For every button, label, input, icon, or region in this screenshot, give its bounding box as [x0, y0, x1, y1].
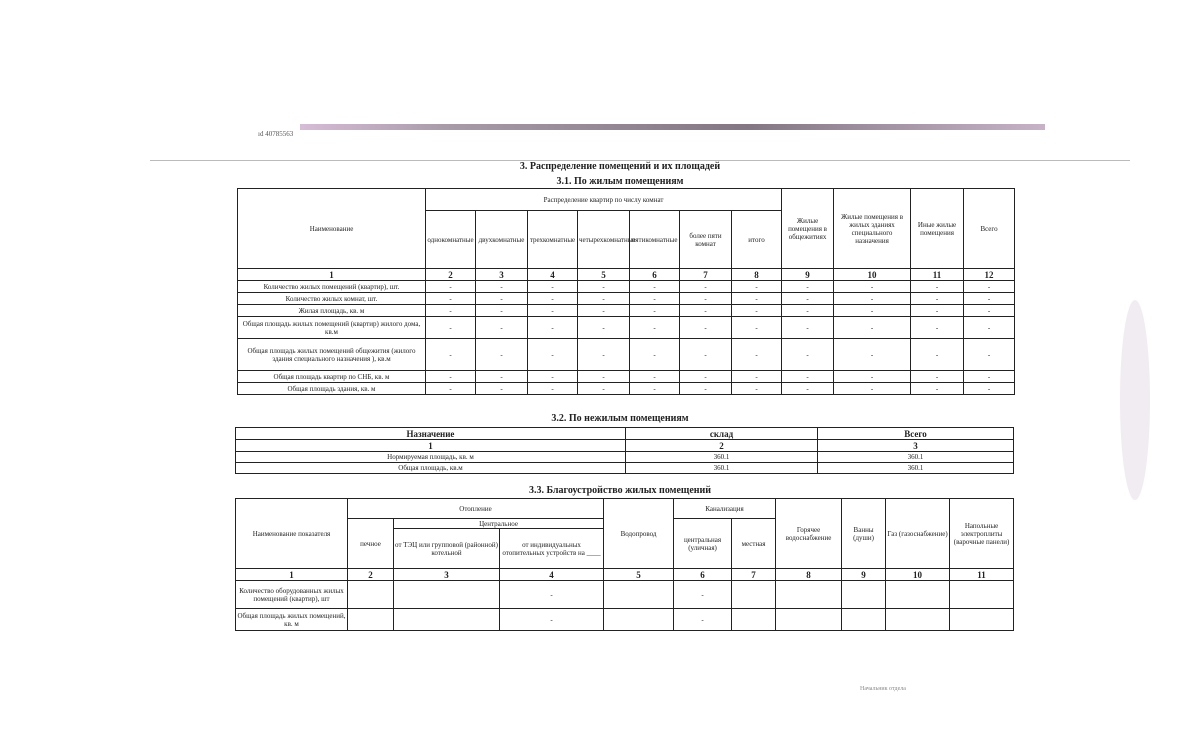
row-label: Нормируемая площадь, кв. м	[236, 452, 626, 463]
cell-value: -	[630, 383, 680, 395]
col-header-from-tec: от ТЭЦ или групповой (районной) котельной	[394, 529, 500, 569]
col-header-dorm: Жилые помещения в общежитиях	[782, 189, 834, 269]
cell-value: -	[834, 383, 911, 395]
cell-value: -	[680, 293, 732, 305]
cell-value: -	[528, 293, 578, 305]
cell-value: -	[964, 339, 1015, 371]
col-header-stove: печное	[348, 519, 394, 569]
table-row	[236, 452, 1014, 463]
cell-value	[776, 581, 842, 609]
cell-value: -	[732, 305, 782, 317]
row-label: Количество жилых комнат, шт.	[238, 293, 426, 305]
row-label: Общая площадь, кв.м	[236, 463, 626, 474]
cell-value: -	[500, 609, 604, 631]
cell-value: -	[476, 383, 528, 395]
cell-value: 360.1	[818, 452, 1014, 463]
cell-value: -	[528, 281, 578, 293]
cell-value	[732, 609, 776, 631]
col-header-individual: от индивидуальных отопительных устройств на ____	[500, 529, 604, 569]
col-header-central: Центральное	[394, 519, 604, 529]
col-header-gas: Газ (газоснабжение)	[886, 499, 950, 569]
cell-value: -	[911, 383, 964, 395]
cell-value: -	[500, 581, 604, 609]
cell-value: -	[674, 581, 732, 609]
cell-value: -	[426, 305, 476, 317]
table-row	[236, 463, 1014, 474]
cell-value: -	[911, 305, 964, 317]
cell-value: -	[732, 281, 782, 293]
col-number: 12	[964, 269, 1015, 281]
cell-value	[950, 609, 1014, 631]
cell-value: -	[578, 371, 630, 383]
table-row	[238, 371, 1015, 383]
cell-value	[394, 609, 500, 631]
cell-value	[886, 581, 950, 609]
cell-value: -	[476, 305, 528, 317]
cell-value: -	[680, 383, 732, 395]
cell-value: -	[578, 293, 630, 305]
cell-value	[394, 581, 500, 609]
col-number: 5	[604, 569, 674, 581]
col-number: 5	[578, 269, 630, 281]
cell-value: -	[630, 293, 680, 305]
col-number: 1	[238, 269, 426, 281]
table-row	[238, 281, 1015, 293]
cell-value: -	[834, 293, 911, 305]
col-number: 11	[950, 569, 1014, 581]
col-number: 7	[680, 269, 732, 281]
table-row	[238, 383, 1015, 395]
cell-value: -	[911, 281, 964, 293]
table-row	[238, 305, 1015, 317]
col-header-3room: трехкомнатные	[528, 211, 578, 269]
row-label: Общая площадь квартир по СНБ, кв. м	[238, 371, 426, 383]
col-number: 3	[394, 569, 500, 581]
col-header-hot-water: Горячее водоснабжение	[776, 499, 842, 569]
cell-value: -	[732, 371, 782, 383]
col-header-sew-central: центральная (уличная)	[674, 519, 732, 569]
cell-value: -	[578, 305, 630, 317]
column-number-row	[238, 269, 1015, 281]
cell-value	[842, 581, 886, 609]
col-header-1room: однокомнатные	[426, 211, 476, 269]
table-row	[238, 339, 1015, 371]
cell-value: -	[680, 305, 732, 317]
col-header-name: Наименование	[238, 189, 426, 269]
cell-value: -	[476, 371, 528, 383]
subsection-title-amenities: 3.3. Благоустройство жилых помещений	[528, 485, 712, 496]
cell-value: -	[578, 281, 630, 293]
cell-value: -	[732, 383, 782, 395]
cell-value: -	[782, 293, 834, 305]
cell-value: -	[630, 371, 680, 383]
cell-value: -	[426, 371, 476, 383]
nonresidential-table	[235, 427, 1014, 474]
cell-value: -	[476, 339, 528, 371]
cell-value: -	[834, 317, 911, 339]
col-header-more5: более пяти комнат	[680, 211, 732, 269]
col-number: 2	[348, 569, 394, 581]
col-header-water: Водопровод	[604, 499, 674, 569]
cell-value: -	[528, 305, 578, 317]
cell-value: -	[732, 293, 782, 305]
col-number: 6	[630, 269, 680, 281]
cell-value	[604, 581, 674, 609]
col-header-purpose: Назначение	[236, 428, 626, 440]
cell-value: -	[426, 317, 476, 339]
table-row	[238, 317, 1015, 339]
amenities-rows	[236, 581, 1014, 631]
residential-table	[237, 188, 1015, 395]
col-header-electric-stoves: Напольные электроплиты (варочные панели)	[950, 499, 1014, 569]
cell-value: -	[964, 371, 1015, 383]
cell-value: -	[834, 371, 911, 383]
row-label: Количество оборудованных жилых помещений (квартир), шт	[236, 581, 348, 609]
col-header-total: Всего	[964, 189, 1015, 269]
col-header-2room: двухкомнатные	[476, 211, 528, 269]
cell-value: -	[911, 339, 964, 371]
cell-value: -	[578, 317, 630, 339]
cell-value: -	[426, 281, 476, 293]
cell-value: -	[630, 305, 680, 317]
row-label: Количество жилых помещений (квартир), шт.	[238, 281, 426, 293]
col-number: 9	[782, 269, 834, 281]
col-number: 2	[626, 440, 818, 452]
col-number: 7	[732, 569, 776, 581]
cell-value: -	[476, 293, 528, 305]
column-number-row	[236, 569, 1014, 581]
cell-value: -	[630, 339, 680, 371]
col-number: 8	[776, 569, 842, 581]
amenities-table	[235, 498, 1014, 631]
cell-value: -	[782, 317, 834, 339]
col-number: 10	[886, 569, 950, 581]
col-number: 4	[528, 269, 578, 281]
cell-value: -	[630, 281, 680, 293]
col-header-warehouse: склад	[626, 428, 818, 440]
cell-value: -	[732, 317, 782, 339]
col-header-5room: пятикомнатные	[630, 211, 680, 269]
table-row	[236, 609, 1014, 631]
cell-value: -	[578, 339, 630, 371]
col-number: 8	[732, 269, 782, 281]
cell-value: -	[680, 317, 732, 339]
cell-value: -	[834, 339, 911, 371]
cell-value: -	[732, 339, 782, 371]
cell-value: -	[680, 339, 732, 371]
col-header-total: Всего	[818, 428, 1014, 440]
residential-rows	[238, 281, 1015, 395]
col-header-sewage: Канализация	[674, 499, 776, 519]
row-label: Общая площадь жилых помещений общежития (жилого здания специального назначения ), кв.м	[238, 339, 426, 371]
cell-value: -	[528, 317, 578, 339]
cell-value	[776, 609, 842, 631]
col-header-distribution: Распределение квартир по числу комнат	[426, 189, 782, 211]
cell-value: -	[782, 383, 834, 395]
cell-value: -	[476, 281, 528, 293]
cell-value: -	[674, 609, 732, 631]
cell-value: -	[964, 317, 1015, 339]
cell-value: -	[528, 371, 578, 383]
subsection-title-residential: 3.1. По жилым помещениям	[556, 176, 684, 187]
col-header-other: Иные жилые помещения	[911, 189, 964, 269]
col-header-4room: четырехкомнатные	[578, 211, 630, 269]
cell-value: -	[578, 383, 630, 395]
cell-value: -	[782, 339, 834, 371]
col-header-indicator: Наименование показателя	[236, 499, 348, 569]
col-number: 1	[236, 569, 348, 581]
row-label: Жилая площадь, кв. м	[238, 305, 426, 317]
cell-value: -	[911, 293, 964, 305]
cell-value: -	[834, 305, 911, 317]
cell-value: -	[426, 383, 476, 395]
cell-value: -	[630, 317, 680, 339]
cell-value: 360.1	[818, 463, 1014, 474]
document-id: ıd 40785563	[258, 130, 294, 138]
cell-value: -	[426, 293, 476, 305]
cell-value	[348, 581, 394, 609]
cell-value	[886, 609, 950, 631]
cell-value	[842, 609, 886, 631]
scan-smudge	[1120, 300, 1150, 500]
col-header-subtotal: итого	[732, 211, 782, 269]
cell-value: -	[782, 305, 834, 317]
col-number: 4	[500, 569, 604, 581]
cell-value: -	[528, 383, 578, 395]
cell-value	[348, 609, 394, 631]
subsection-title-nonresidential: 3.2. По нежилым помещениям	[551, 413, 689, 424]
cell-value: -	[680, 281, 732, 293]
col-number: 6	[674, 569, 732, 581]
cell-value	[732, 581, 776, 609]
cell-value: -	[782, 281, 834, 293]
cell-value: -	[782, 371, 834, 383]
cell-value	[604, 609, 674, 631]
cell-value: -	[476, 317, 528, 339]
scan-artifact	[300, 124, 1045, 130]
cell-value: -	[426, 339, 476, 371]
cell-value: -	[911, 371, 964, 383]
table-row	[236, 581, 1014, 609]
col-number: 2	[426, 269, 476, 281]
col-number: 3	[476, 269, 528, 281]
col-header-heating: Отопление	[348, 499, 604, 519]
cell-value: -	[680, 371, 732, 383]
cell-value: -	[964, 281, 1015, 293]
cell-value: -	[834, 281, 911, 293]
table-row	[238, 293, 1015, 305]
cell-value	[950, 581, 1014, 609]
footer-signature-label: Начальник отдела	[860, 686, 906, 692]
row-label: Общая площадь жилых помещений (квартир) жилого дома, кв.м	[238, 317, 426, 339]
cell-value: -	[964, 305, 1015, 317]
col-header-sew-local: местная	[732, 519, 776, 569]
cell-value: -	[911, 317, 964, 339]
col-number: 1	[236, 440, 626, 452]
col-number: 11	[911, 269, 964, 281]
cell-value: 360.1	[626, 463, 818, 474]
col-number: 3	[818, 440, 1014, 452]
row-label: Общая площадь жилых помещений, кв. м	[236, 609, 348, 631]
col-number: 10	[834, 269, 911, 281]
section-title: 3. Распределение помещений и их площадей	[519, 161, 721, 172]
cell-value: 360.1	[626, 452, 818, 463]
cell-value: -	[964, 293, 1015, 305]
col-header-special: Жилые помещения в жилых зданиях специального назначения	[834, 189, 911, 269]
col-number: 9	[842, 569, 886, 581]
cell-value: -	[964, 383, 1015, 395]
cell-value: -	[528, 339, 578, 371]
col-header-baths: Ванны (души)	[842, 499, 886, 569]
row-label: Общая площадь здания, кв. м	[238, 383, 426, 395]
